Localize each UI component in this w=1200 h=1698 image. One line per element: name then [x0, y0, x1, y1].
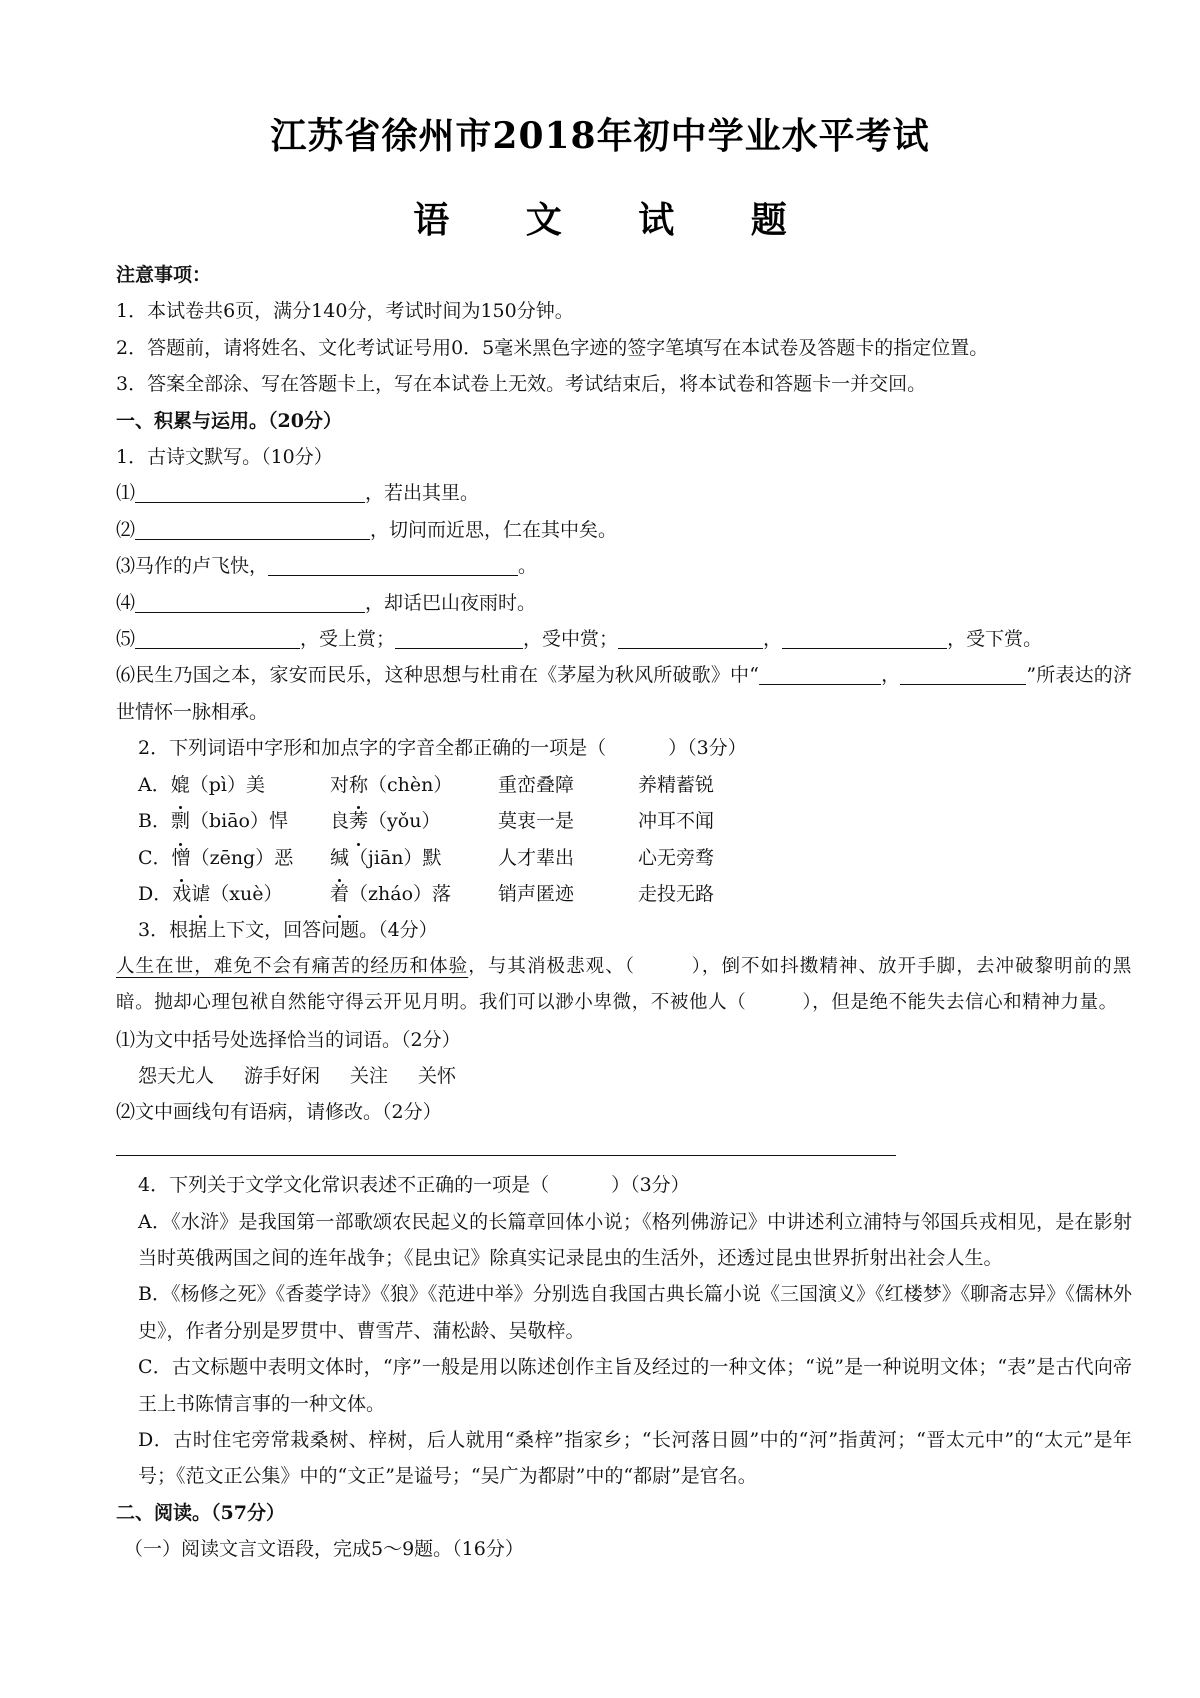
section2-part1: （一）阅读文言文语段，完成5～9题。（16分）	[124, 1538, 524, 1561]
blank-field[interactable]	[135, 515, 370, 540]
passage-text: ），但是绝不能失去信心和精神力量。	[802, 992, 1118, 1014]
q3-sub2: ⑵文中画线句有语病，请修改。（2分）	[116, 1101, 442, 1124]
q1-line3	[116, 548, 1132, 584]
blank-field[interactable]	[135, 624, 300, 649]
q3-passage	[116, 949, 1132, 1022]
dotted-char: 称	[349, 767, 368, 803]
option-label: D．	[138, 882, 173, 905]
option-word: 对	[330, 773, 350, 796]
q1-line5-text: ，受下赏。	[947, 628, 1043, 651]
blank-field[interactable]	[618, 624, 763, 649]
q1-line3-end: 。	[518, 555, 538, 578]
blank-field[interactable]	[759, 660, 881, 685]
dotted-char: 剽	[171, 803, 190, 839]
passage-text: ），倒不如抖擞精神、放开手脚，去冲破黎明前的黑暗。抛却心理包袱自然能守得云开见月明。我们可以渺小卑微，不被他人（	[116, 955, 1132, 1014]
option-word: 养精蓄锐	[638, 773, 715, 796]
q1-line2-num: ⑵	[116, 518, 136, 541]
exam-subtitle: 语 文 试 题	[413, 199, 819, 241]
q4-stem-end: ）（3分）	[611, 1174, 690, 1197]
q2-stem-end: ）（3分）	[668, 737, 747, 760]
q1-line6	[116, 657, 1132, 730]
blank-field[interactable]	[135, 588, 365, 613]
q1-line4	[116, 585, 1132, 621]
dotted-char: 谑	[191, 876, 210, 912]
option-word: 销声匿迹	[498, 882, 575, 905]
q1-line5-text: ，受中赏；	[523, 628, 619, 651]
q1-line4-text: ，却话巴山夜雨时。	[365, 591, 537, 614]
word-choice: 怨天尤人	[138, 1064, 215, 1087]
q3-stem: 3．根据上下文，回答问题。（4分）	[138, 919, 438, 942]
dotted-char: 莠	[349, 803, 368, 839]
note-item: 2．答题前，请将姓名、文化考试证号用0．5毫米黑色字迹的签字笔填写在本试卷及答题卡的指定位置。	[116, 336, 989, 359]
q2-option-a	[116, 767, 1132, 803]
option-word: （chèn）	[368, 773, 453, 796]
q1-line1	[116, 475, 1132, 511]
q3-word-choices	[116, 1058, 1132, 1094]
option-word: （yǒu）	[368, 810, 441, 833]
q1-line5-text: ，受上赏；	[300, 628, 396, 651]
note-item: 1．本试卷共6页，满分140分，考试时间为150分钟。	[116, 300, 574, 323]
word-choice: 游手好闲	[244, 1064, 321, 1087]
underlined-sentence: 人生在世，难免不会有痛苦的经历和体验	[116, 955, 469, 977]
option-word: （zháo）落	[349, 882, 452, 905]
q1-line1-text: ，若出其里。	[365, 482, 480, 505]
q2-option-c	[116, 840, 1132, 876]
exam-title: 江苏省徐州市2018年初中学业水平考试	[270, 115, 930, 157]
exam-content	[116, 257, 1132, 1568]
blank-field[interactable]	[135, 478, 365, 503]
blank-field[interactable]	[268, 551, 518, 576]
q1-line2-text: ，切问而近思，仁在其中矣。	[370, 518, 618, 541]
q2-stem-text: 2．下列词语中字形和加点字的字音全都正确的一项是（	[138, 737, 607, 760]
option-word: （jiān）默	[349, 846, 442, 869]
q1-line5-num: ⑸	[116, 628, 136, 651]
q1-line6-text: ⑹民生乃国之本，家安而民乐，这种思想与杜甫在《茅屋为秋风所破歌》中“	[116, 664, 759, 687]
dotted-char: 着	[330, 876, 349, 912]
q1-line5	[116, 621, 1132, 657]
option-word: 戏	[172, 882, 192, 905]
option-word: 冲耳不闻	[638, 810, 715, 833]
option-label: C．	[138, 846, 172, 869]
word-choice: 关怀	[418, 1064, 457, 1087]
option-word: （biāo）悍	[189, 810, 288, 833]
notes-heading: 注意事项：	[116, 264, 212, 286]
option-word: （pì）美	[189, 773, 265, 796]
option-word: 心无旁骛	[638, 846, 715, 869]
passage-text: ，与其消极悲观、（	[468, 955, 636, 977]
blank-field[interactable]	[782, 624, 947, 649]
q4-stem	[116, 1167, 1132, 1203]
option-word: 良	[330, 810, 350, 833]
option-label: B．	[138, 810, 171, 833]
q1-stem: 1．古诗文默写。（10分）	[116, 446, 333, 469]
blank-field[interactable]	[900, 660, 1026, 685]
q1-line1-num: ⑴	[116, 482, 136, 505]
section2-heading: 二、阅读。（57分）	[116, 1501, 285, 1524]
q1-line6-text: ”所表达的济世情怀一脉相承。	[116, 664, 1133, 723]
dotted-char: 媲	[171, 767, 190, 803]
option-label: A．	[138, 773, 171, 796]
q2-stem	[116, 730, 1132, 766]
q4-option-c: C．古文标题中表明文体时，“序”一般是用以陈述创作主旨及经过的一种文体；“说”是一种说明文体；“表”是古代向帝王上书陈情言事的一种文体。	[138, 1356, 1132, 1415]
q1-line4-num: ⑷	[116, 591, 136, 614]
blank-field[interactable]	[395, 624, 523, 649]
option-word: （xuè）	[210, 882, 283, 905]
q1-line3-text: ⑶马作的卢飞快，	[116, 555, 269, 578]
option-word: （zēng）恶	[190, 846, 294, 869]
word-choice: 关注	[350, 1064, 389, 1087]
option-word: 走投无路	[638, 882, 715, 905]
q1-line6-text: ，	[880, 664, 901, 687]
option-word: 莫衷一是	[498, 810, 575, 833]
section1-heading: 一、积累与运用。（20分）	[116, 409, 342, 432]
q3-sub1: ⑴为文中括号处选择恰当的词语。（2分）	[116, 1028, 461, 1051]
q4-option-b: B．《杨修之死》《香菱学诗》《狼》《范进中举》分别选自我国古典长篇小说《三国演义》《红楼梦》《聊斋志异》《儒林外史》，作者分别是罗贯中、曹雪芹、蒲松龄、吴敬梓。	[138, 1283, 1132, 1342]
answer-line[interactable]	[116, 1131, 1132, 1167]
q2-option-b	[116, 803, 1132, 839]
option-word: 重峦叠障	[498, 773, 575, 796]
q2-option-d	[116, 876, 1132, 912]
dotted-char: 缄	[330, 840, 349, 876]
q1-line2	[116, 512, 1132, 548]
q4-option-a: A．《水浒》是我国第一部歌颂农民起义的长篇章回体小说；《格列佛游记》中讲述利立浦特与邻国兵戎相见，是在影射当时英俄两国之间的连年战争；《昆虫记》除真实记录昆虫的生活外，还透过昆虫世界折射出社会人生。	[138, 1210, 1132, 1269]
option-word: 人才辈出	[498, 846, 575, 869]
q4-option-d: D．古时住宅旁常栽桑树、梓树，后人就用“桑梓”指家乡；“长河落日圆”中的“河”指黄河；“晋太元中”的“太元”是年号；《范文正公集》中的“文正”是谥号；“吴广为都尉”中的“都尉”是官名。	[138, 1428, 1132, 1488]
note-item: 3．答案全部涂、写在答题卡上，写在本试卷上无效。考试结束后，将本试卷和答题卡一并交回。	[116, 373, 927, 396]
q4-stem-text: 4．下列关于文学文化常识表述不正确的一项是（	[138, 1174, 550, 1197]
dotted-char: 憎	[172, 840, 191, 876]
q1-line5-text: ，	[763, 628, 783, 651]
